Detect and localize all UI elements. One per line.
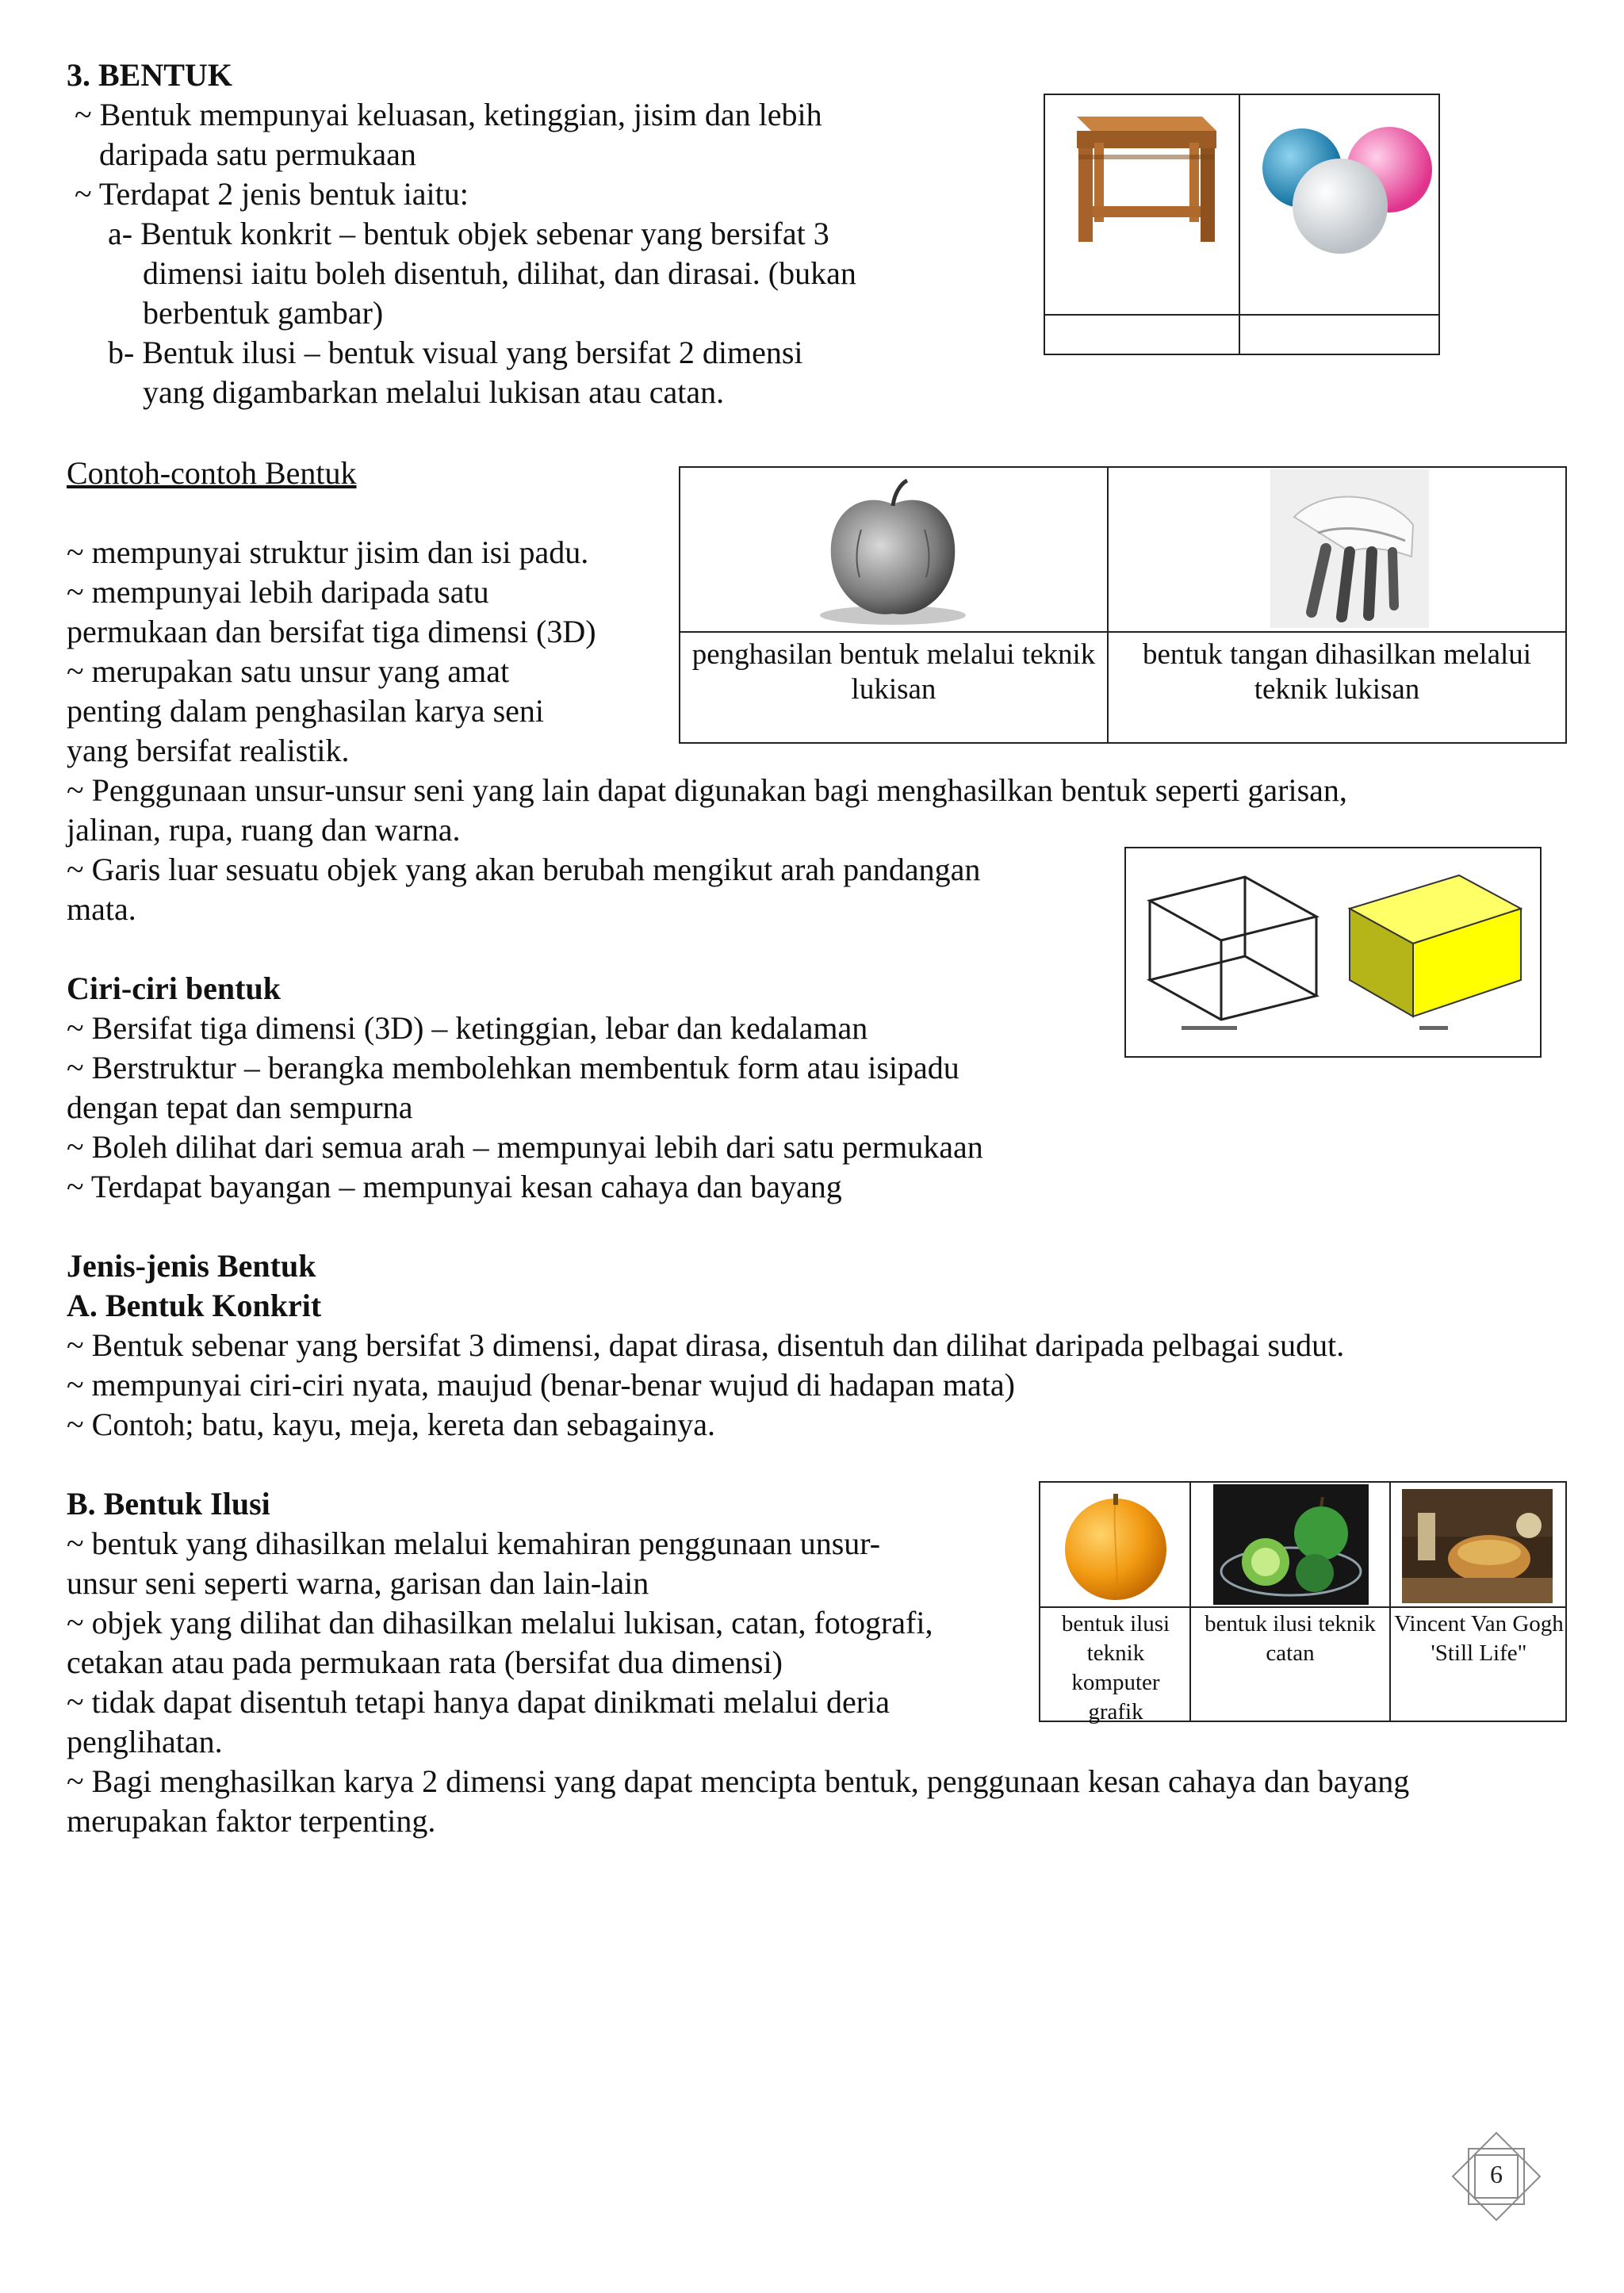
features-line: ~ Berstruktur – berangka membolehkan membentuk form atau isipadu: [67, 1050, 959, 1085]
wooden-stool-image: [1061, 99, 1224, 258]
features-line: dengan tepat dan sempurna: [67, 1089, 413, 1125]
peach-caption: bentuk ilusi teknik komputer grafik: [1061, 1611, 1170, 1725]
limes-caption: bentuk ilusi teknik catan: [1205, 1611, 1376, 1666]
van-gogh-still-life-image: [1402, 1489, 1553, 1603]
features-line: ~ Boleh dilihat dari semua arah – mempunyai lebih dari satu permukaan: [67, 1129, 983, 1165]
page-number: 6: [1490, 2160, 1503, 2188]
illusion-line: merupakan faktor terpenting.: [67, 1803, 436, 1839]
intro-line: a- Bentuk konkrit – bentuk objek sebenar yang bersifat 3: [108, 216, 829, 251]
apple-caption: penghasilan bentuk melalui teknik lukisan: [691, 638, 1096, 706]
examples-line: ~ mempunyai lebih daripada satu: [67, 574, 489, 610]
examples-line: mata.: [67, 891, 136, 927]
illusion-line: penglihatan.: [67, 1724, 223, 1759]
peach-cg-image: [1058, 1486, 1174, 1605]
features-line: ~ Bersifat tiga dimensi (3D) – ketinggian, lebar dan kedalaman: [67, 1010, 868, 1046]
wireframe-cube-image: [1134, 861, 1332, 1035]
intro-line: ~ Bentuk mempunyai keluasan, ketinggian, jisim dan lebih: [75, 97, 822, 132]
cube-illustration-box: [1124, 847, 1542, 1058]
intro-line: ~ Terdapat 2 jenis bentuk iaitu:: [75, 176, 469, 212]
examples-line: ~ mempunyai struktur jisim dan isi padu.: [67, 534, 589, 570]
concrete-line: ~ Bentuk sebenar yang bersifat 3 dimensi, dapat dirasa, disentuh dan dilihat daripada pelbagai sudut.: [67, 1327, 1345, 1363]
intro-line: dimensi iaitu boleh disentuh, dilihat, dan dirasai. (bukan: [143, 255, 856, 291]
concrete-line: ~ mempunyai ciri-ciri nyata, maujud (benar-benar wujud di hadapan mata): [67, 1367, 1015, 1403]
intro-line: yang digambarkan melalui lukisan atau catan.: [143, 374, 725, 410]
intro-line: berbentuk gambar): [143, 295, 384, 331]
illusion-line: ~ tidak dapat disentuh tetapi hanya dapat dinikmati melalui deria: [67, 1684, 890, 1720]
drawing-examples-table: [679, 466, 1567, 744]
concrete-line: ~ Contoh; batu, kayu, meja, kereta dan sebagainya.: [67, 1407, 716, 1442]
examples-line: ~ Garis luar sesuatu objek yang akan berubah mengikut arah pandangan: [67, 852, 981, 887]
illusion-line: cetakan atau pada permukaan rata (bersifat dua dimensi): [67, 1644, 783, 1680]
examples-line: ~ merupakan satu unsur yang amat: [67, 653, 510, 689]
examples-line: jalinan, rupa, ruang dan warna.: [67, 812, 461, 848]
hand-caption: bentuk tangan dihasilkan melalui teknik lukisan: [1142, 638, 1532, 706]
examples-line: ~ Penggunaan unsur-unsur seni yang lain dapat digunakan bagi menghasilkan bentuk seperti garisan,: [67, 772, 1347, 808]
illusion-examples-table: [1039, 1481, 1567, 1725]
illusion-line: unsur seni seperti warna, garisan dan lain-lain: [67, 1565, 649, 1601]
illusion-line: ~ Bagi menghasilkan karya 2 dimensi yang dapat mencipta bentuk, penggunaan kesan cahaya dan bayang: [67, 1763, 1410, 1799]
hand-drawing-image: [1270, 469, 1429, 628]
vangogh-caption: Vincent Van Gogh 'Still Life": [1394, 1611, 1564, 1666]
intro-line: b- Bentuk ilusi – bentuk visual yang bersifat 2 dimensi: [108, 335, 803, 370]
features-line: ~ Terdapat bayangan – mempunyai kesan cahaya dan bayang: [67, 1169, 842, 1204]
section-heading: 3. BENTUK: [67, 57, 232, 93]
solid-yellow-cube-image: [1340, 861, 1530, 1035]
examples-line: yang bersifat realistik.: [67, 733, 350, 768]
examples-line: permukaan dan bersifat tiga dimensi (3D): [67, 614, 596, 649]
apple-drawing-image: [814, 474, 972, 630]
intro-line: daripada satu permukaan: [99, 136, 416, 172]
examples-line: penting dalam penghasilan karya seni: [67, 693, 545, 729]
exercise-balls-image: [1256, 111, 1435, 262]
concrete-objects-table: [1044, 94, 1440, 355]
illusion-line: ~ objek yang dilihat dan dihasilkan melalui lukisan, catan, fotografi,: [67, 1605, 933, 1640]
illusion-heading: B. Bentuk Ilusi: [67, 1486, 270, 1522]
types-heading: Jenis-jenis Bentuk: [67, 1248, 316, 1284]
limes-painting-image: [1213, 1484, 1369, 1605]
examples-heading: Contoh-contoh Bentuk: [67, 455, 357, 491]
features-heading: Ciri-ciri bentuk: [67, 970, 281, 1006]
concrete-heading: A. Bentuk Konkrit: [67, 1288, 322, 1323]
illusion-line: ~ bentuk yang dihasilkan melalui kemahiran penggunaan unsur-: [67, 1525, 881, 1561]
